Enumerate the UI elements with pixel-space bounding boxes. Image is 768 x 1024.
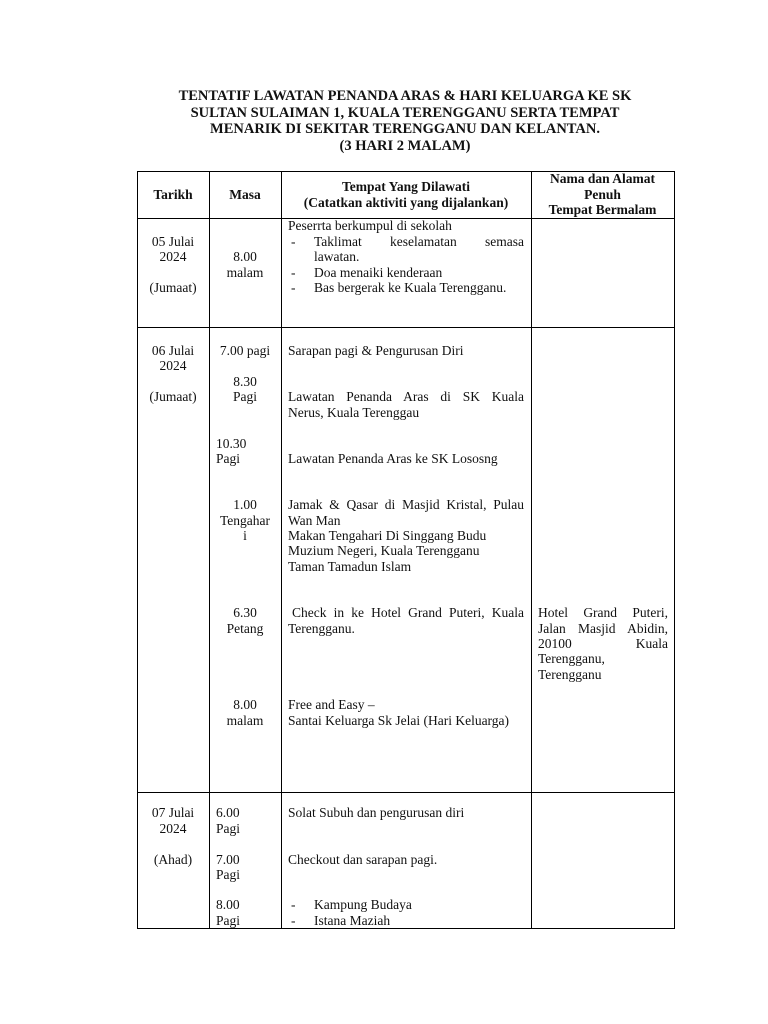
activity-text: Lawatan Penanda Aras di SK Kuala	[288, 389, 524, 404]
activity-text: Muzium Negeri, Kuala Terengganu	[288, 543, 480, 558]
date-label: 06 Julai	[151, 343, 195, 358]
header-tarikh: Tarikh	[153, 187, 193, 202]
time-period: Pagi	[216, 451, 241, 466]
activity-text: Santai Keluarga Sk Jelai (Hari Keluarga)	[288, 713, 510, 728]
date-label: 07 Julai	[151, 805, 195, 820]
activity-text: Nerus, Kuala Terenggau	[288, 405, 420, 420]
time-label: 1.00	[233, 497, 257, 512]
activity-text: Doa menaiki kenderaan	[314, 265, 443, 280]
bullet-dash: -	[291, 265, 296, 280]
title-line-4: (3 HARI 2 MALAM)	[339, 137, 471, 154]
date-label: 05 Julai	[151, 234, 195, 249]
column-divider-3	[531, 171, 532, 929]
time-label: 8.00	[216, 897, 240, 912]
time-period: Tengahar	[219, 513, 271, 528]
header-nama-2: Penuh	[584, 187, 621, 202]
time-label: 7.00	[216, 852, 240, 867]
activity-text: Taklimat keselamatan semasa	[314, 234, 524, 249]
bullet-dash: -	[291, 280, 296, 295]
time-label: 6.00	[216, 805, 240, 820]
hotel-address-line: Jalan Masjid Abidin,	[538, 621, 668, 636]
header-tempat-note: (Catatkan aktiviti yang dijalankan)	[303, 195, 509, 210]
row-divider-2	[137, 792, 675, 793]
year-label: 2024	[159, 249, 187, 264]
activity-text: Istana Maziah	[314, 913, 391, 928]
activity-text: Peserrta berkumpul di sekolah	[288, 218, 452, 233]
time-label: 8.00	[233, 249, 257, 264]
activity-text: Taman Tamadun Islam	[288, 559, 412, 574]
bullet-dash: -	[291, 234, 296, 249]
column-divider-2	[281, 171, 282, 929]
activity-text: lawatan.	[314, 249, 360, 264]
time-label: 8.00	[233, 697, 257, 712]
hotel-address-line: Terengganu,	[538, 651, 605, 666]
year-label: 2024	[159, 821, 187, 836]
bullet-dash: -	[291, 897, 296, 912]
time-period: Pagi	[232, 389, 257, 404]
time-period: malam	[226, 265, 264, 280]
table-border-right	[674, 171, 675, 929]
activity-text: Sarapan pagi & Pengurusan Diri	[288, 343, 464, 358]
hotel-address-line: Terengganu	[538, 667, 602, 682]
time-label: 10.30	[216, 436, 247, 451]
time-period: Pagi	[216, 913, 241, 928]
activity-text: Jamak & Qasar di Masjid Kristal, Pulau	[288, 497, 524, 512]
activity-text: Makan Tengahari Di Singgang Budu	[288, 528, 487, 543]
activity-text: Lawatan Penanda Aras ke SK Lososng	[288, 451, 498, 466]
row-divider-1	[137, 327, 675, 328]
day-name: (Ahad)	[153, 852, 193, 867]
day-name: (Jumaat)	[149, 280, 197, 295]
activity-text: Check in ke Hotel Grand Puteri, Kuala	[292, 605, 524, 620]
time-period: malam	[226, 713, 264, 728]
document-title	[120, 88, 690, 154]
activity-text: Kampung Budaya	[314, 897, 412, 912]
time-period: Pagi	[216, 867, 241, 882]
header-nama: Nama dan Alamat	[549, 171, 655, 186]
header-tempat: Tempat Yang Dilawati	[341, 179, 470, 194]
hotel-address-line: 20100 Kuala	[538, 636, 668, 651]
bullet-dash: -	[291, 913, 296, 928]
activity-text: Wan Man	[288, 513, 341, 528]
activity-text: Solat Subuh dan pengurusan diri	[288, 805, 465, 820]
activity-text: Checkout dan sarapan pagi.	[288, 852, 438, 867]
time-period: Petang	[226, 621, 264, 636]
title-line-3: MENARIK DI SEKITAR TERENGGANU DAN KELANTAN.	[210, 121, 600, 137]
time-period: i	[243, 528, 247, 543]
day-name: (Jumaat)	[149, 389, 197, 404]
activity-text: Terengganu.	[288, 621, 355, 636]
time-label: 7.00 pagi	[219, 343, 271, 358]
activity-text: Free and Easy –	[288, 697, 375, 712]
time-period: Pagi	[216, 821, 241, 836]
header-nama-3: Tempat Bermalam	[548, 202, 657, 217]
title-line-1: TENTATIF LAWATAN PENANDA ARAS & HARI KELUARGA KE SK	[178, 88, 632, 104]
year-label: 2024	[159, 358, 187, 373]
time-label: 6.30	[233, 605, 257, 620]
title-line-2: SULTAN SULAIMAN 1, KUALA TERENGGANU SERTA TEMPAT	[190, 104, 620, 121]
activity-text: Bas bergerak ke Kuala Terengganu.	[314, 280, 507, 295]
column-divider-1	[209, 171, 210, 929]
hotel-address-line: Hotel Grand Puteri,	[538, 605, 668, 620]
header-masa: Masa	[229, 187, 261, 202]
time-label: 8.30	[233, 374, 257, 389]
